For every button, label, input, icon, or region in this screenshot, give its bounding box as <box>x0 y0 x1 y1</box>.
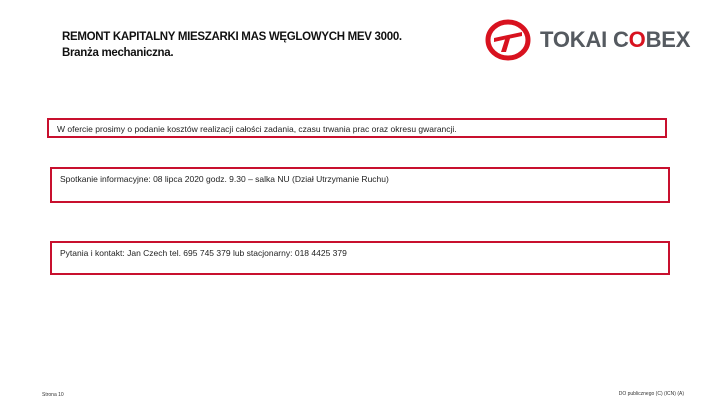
title-line-2: Branża mechaniczna. <box>62 47 174 59</box>
meeting-info-box <box>50 167 670 203</box>
meeting-text: Spotkanie informacyjne: 08 lipca 2020 godz. 9.30 – salka NU (Dział Utrzymanie Ruchu) <box>60 174 389 184</box>
company-logo <box>484 18 690 62</box>
offer-text: W ofercie prosimy o podanie kosztów realizacji całości zadania, czasu trwania prac oraz okresu gwarancji. <box>57 124 457 134</box>
classification-label: DO publicznego (C) (ICN) (A) <box>618 391 684 397</box>
contact-info-box <box>50 241 670 275</box>
title-line-1: REMONT KAPITALNY MIESZARKI MAS WĘGLOWYCH MEV 3000. <box>62 31 402 43</box>
tokai-cobex-emblem-icon <box>484 18 532 62</box>
page-number: Strona 10 <box>42 392 64 398</box>
offer-info-box <box>47 118 667 138</box>
logo-wordmark: TOKAI COBEX <box>540 27 691 52</box>
contact-text: Pytania i kontakt: Jan Czech tel. 695 745 379 lub stacjonarny: 018 4425 379 <box>60 248 347 258</box>
page-title <box>62 29 462 61</box>
